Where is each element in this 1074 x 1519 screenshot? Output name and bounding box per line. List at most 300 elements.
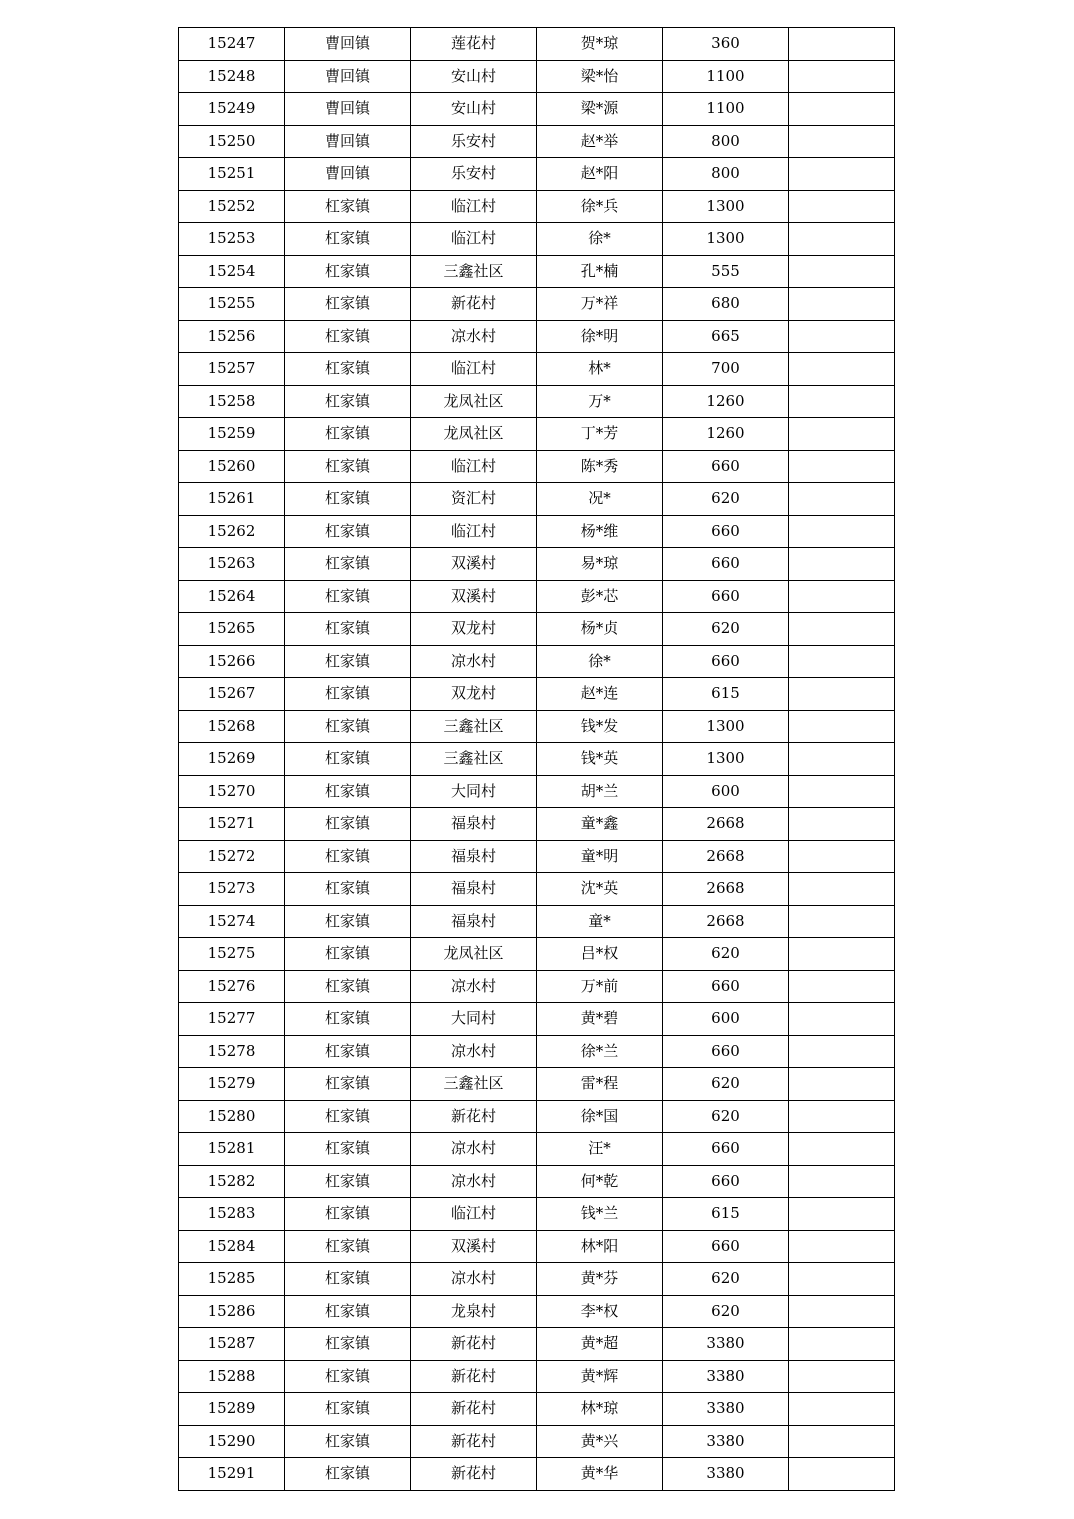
- table-row: [179, 1003, 895, 1036]
- remark-cell: [789, 320, 895, 353]
- row-number-cell: 15274: [179, 905, 285, 938]
- amount-cell: 665: [663, 320, 789, 353]
- name-cell: 孔*楠: [537, 255, 663, 288]
- amount-cell: 660: [663, 1035, 789, 1068]
- town-cell: 杠家镇: [285, 840, 411, 873]
- remark-cell: [789, 970, 895, 1003]
- town-cell: 杠家镇: [285, 385, 411, 418]
- remark-cell: [789, 873, 895, 906]
- row-number-cell: 15281: [179, 1133, 285, 1166]
- remark-cell: [789, 223, 895, 256]
- table-row: [179, 905, 895, 938]
- village-cell: 凉水村: [411, 320, 537, 353]
- table-row: [179, 1360, 895, 1393]
- table-row: [179, 743, 895, 776]
- name-cell: 林*阳: [537, 1230, 663, 1263]
- town-cell: 杠家镇: [285, 255, 411, 288]
- village-cell: 龙凤社区: [411, 418, 537, 451]
- town-cell: 杠家镇: [285, 938, 411, 971]
- village-cell: 双溪村: [411, 1230, 537, 1263]
- name-cell: 徐*明: [537, 320, 663, 353]
- table-row: [179, 385, 895, 418]
- table-row: [179, 1165, 895, 1198]
- town-cell: 杠家镇: [285, 1328, 411, 1361]
- row-number-cell: 15278: [179, 1035, 285, 1068]
- town-cell: 杠家镇: [285, 873, 411, 906]
- village-cell: 新花村: [411, 1393, 537, 1426]
- remark-cell: [789, 418, 895, 451]
- amount-cell: 660: [663, 1230, 789, 1263]
- table-row: [179, 418, 895, 451]
- name-cell: 赵*连: [537, 678, 663, 711]
- row-number-cell: 15271: [179, 808, 285, 841]
- name-cell: 林*琼: [537, 1393, 663, 1426]
- village-cell: 资汇村: [411, 483, 537, 516]
- amount-cell: 660: [663, 645, 789, 678]
- town-cell: 杠家镇: [285, 288, 411, 321]
- amount-cell: 1300: [663, 190, 789, 223]
- remark-cell: [789, 1198, 895, 1231]
- row-number-cell: 15253: [179, 223, 285, 256]
- village-cell: 大同村: [411, 1003, 537, 1036]
- village-cell: 新花村: [411, 1100, 537, 1133]
- remark-cell: [789, 938, 895, 971]
- name-cell: 陈*秀: [537, 450, 663, 483]
- table-row: [179, 873, 895, 906]
- amount-cell: 620: [663, 938, 789, 971]
- remark-cell: [789, 1230, 895, 1263]
- row-number-cell: 15287: [179, 1328, 285, 1361]
- remark-cell: [789, 775, 895, 808]
- town-cell: 杠家镇: [285, 775, 411, 808]
- table-row: [179, 353, 895, 386]
- name-cell: 钱*兰: [537, 1198, 663, 1231]
- row-number-cell: 15270: [179, 775, 285, 808]
- name-cell: 黄*碧: [537, 1003, 663, 1036]
- remark-cell: [789, 1003, 895, 1036]
- row-number-cell: 15254: [179, 255, 285, 288]
- row-number-cell: 15272: [179, 840, 285, 873]
- amount-cell: 3380: [663, 1425, 789, 1458]
- remark-cell: [789, 450, 895, 483]
- name-cell: 况*: [537, 483, 663, 516]
- row-number-cell: 15275: [179, 938, 285, 971]
- amount-cell: 800: [663, 158, 789, 191]
- name-cell: 胡*兰: [537, 775, 663, 808]
- name-cell: 赵*阳: [537, 158, 663, 191]
- town-cell: 杠家镇: [285, 450, 411, 483]
- row-number-cell: 15266: [179, 645, 285, 678]
- town-cell: 杠家镇: [285, 1458, 411, 1491]
- amount-cell: 1300: [663, 710, 789, 743]
- remark-cell: [789, 515, 895, 548]
- town-cell: 杠家镇: [285, 808, 411, 841]
- name-cell: 易*琼: [537, 548, 663, 581]
- remark-cell: [789, 678, 895, 711]
- remark-cell: [789, 808, 895, 841]
- town-cell: 曹回镇: [285, 93, 411, 126]
- amount-cell: 660: [663, 1133, 789, 1166]
- village-cell: 三鑫社区: [411, 255, 537, 288]
- town-cell: 杠家镇: [285, 1003, 411, 1036]
- town-cell: 杠家镇: [285, 1035, 411, 1068]
- row-number-cell: 15288: [179, 1360, 285, 1393]
- village-cell: 新花村: [411, 1328, 537, 1361]
- amount-cell: 660: [663, 1165, 789, 1198]
- remark-cell: [789, 93, 895, 126]
- village-cell: 凉水村: [411, 645, 537, 678]
- table-row: [179, 1425, 895, 1458]
- remark-cell: [789, 1328, 895, 1361]
- name-cell: 杨*维: [537, 515, 663, 548]
- village-cell: 乐安村: [411, 125, 537, 158]
- village-cell: 凉水村: [411, 1165, 537, 1198]
- name-cell: 万*: [537, 385, 663, 418]
- name-cell: 黄*芬: [537, 1263, 663, 1296]
- amount-cell: 615: [663, 678, 789, 711]
- amount-cell: 2668: [663, 840, 789, 873]
- row-number-cell: 15263: [179, 548, 285, 581]
- name-cell: 徐*: [537, 223, 663, 256]
- remark-cell: [789, 483, 895, 516]
- remark-cell: [789, 548, 895, 581]
- village-cell: 临江村: [411, 1198, 537, 1231]
- row-number-cell: 15286: [179, 1295, 285, 1328]
- village-cell: 新花村: [411, 1360, 537, 1393]
- village-cell: 三鑫社区: [411, 743, 537, 776]
- village-cell: 新花村: [411, 288, 537, 321]
- amount-cell: 620: [663, 1068, 789, 1101]
- table-row: [179, 28, 895, 61]
- remark-cell: [789, 288, 895, 321]
- name-cell: 黄*辉: [537, 1360, 663, 1393]
- row-number-cell: 15289: [179, 1393, 285, 1426]
- table-row: [179, 1133, 895, 1166]
- table-row: [179, 808, 895, 841]
- row-number-cell: 15267: [179, 678, 285, 711]
- row-number-cell: 15277: [179, 1003, 285, 1036]
- name-cell: 丁*芳: [537, 418, 663, 451]
- row-number-cell: 15283: [179, 1198, 285, 1231]
- table-row: [179, 1230, 895, 1263]
- table-row: [179, 1295, 895, 1328]
- amount-cell: 1100: [663, 93, 789, 126]
- table-row: [179, 938, 895, 971]
- village-cell: 龙泉村: [411, 1295, 537, 1328]
- name-cell: 黄*兴: [537, 1425, 663, 1458]
- town-cell: 曹回镇: [285, 28, 411, 61]
- table-row: [179, 255, 895, 288]
- amount-cell: 360: [663, 28, 789, 61]
- village-cell: 临江村: [411, 450, 537, 483]
- remark-cell: [789, 840, 895, 873]
- amount-cell: 3380: [663, 1393, 789, 1426]
- town-cell: 杠家镇: [285, 970, 411, 1003]
- amount-cell: 3380: [663, 1458, 789, 1491]
- town-cell: 杠家镇: [285, 1295, 411, 1328]
- remark-cell: [789, 1133, 895, 1166]
- town-cell: 杠家镇: [285, 1165, 411, 1198]
- town-cell: 杠家镇: [285, 710, 411, 743]
- remark-cell: [789, 645, 895, 678]
- name-cell: 汪*: [537, 1133, 663, 1166]
- town-cell: 杠家镇: [285, 353, 411, 386]
- table-row: [179, 840, 895, 873]
- town-cell: 杠家镇: [285, 613, 411, 646]
- table-row: [179, 158, 895, 191]
- table-row: [179, 613, 895, 646]
- town-cell: 杠家镇: [285, 1068, 411, 1101]
- amount-cell: 1300: [663, 223, 789, 256]
- village-cell: 安山村: [411, 60, 537, 93]
- name-cell: 童*鑫: [537, 808, 663, 841]
- data-table: [178, 27, 895, 1491]
- amount-cell: 620: [663, 1295, 789, 1328]
- amount-cell: 2668: [663, 873, 789, 906]
- village-cell: 乐安村: [411, 158, 537, 191]
- remark-cell: [789, 60, 895, 93]
- table-row: [179, 1035, 895, 1068]
- town-cell: 杠家镇: [285, 1263, 411, 1296]
- town-cell: 杠家镇: [285, 905, 411, 938]
- town-cell: 杠家镇: [285, 1133, 411, 1166]
- table-row: [179, 483, 895, 516]
- name-cell: 贺*琼: [537, 28, 663, 61]
- name-cell: 钱*英: [537, 743, 663, 776]
- village-cell: 双溪村: [411, 580, 537, 613]
- row-number-cell: 15260: [179, 450, 285, 483]
- row-number-cell: 15247: [179, 28, 285, 61]
- row-number-cell: 15261: [179, 483, 285, 516]
- row-number-cell: 15262: [179, 515, 285, 548]
- town-cell: 杠家镇: [285, 190, 411, 223]
- amount-cell: 1260: [663, 418, 789, 451]
- amount-cell: 1300: [663, 743, 789, 776]
- row-number-cell: 15273: [179, 873, 285, 906]
- village-cell: 莲花村: [411, 28, 537, 61]
- remark-cell: [789, 580, 895, 613]
- row-number-cell: 15280: [179, 1100, 285, 1133]
- row-number-cell: 15282: [179, 1165, 285, 1198]
- name-cell: 吕*权: [537, 938, 663, 971]
- row-number-cell: 15269: [179, 743, 285, 776]
- remark-cell: [789, 1360, 895, 1393]
- amount-cell: 3380: [663, 1328, 789, 1361]
- remark-cell: [789, 1425, 895, 1458]
- remark-cell: [789, 743, 895, 776]
- remark-cell: [789, 28, 895, 61]
- village-cell: 凉水村: [411, 1035, 537, 1068]
- table-body: [179, 28, 895, 1491]
- remark-cell: [789, 385, 895, 418]
- row-number-cell: 15290: [179, 1425, 285, 1458]
- village-cell: 凉水村: [411, 970, 537, 1003]
- row-number-cell: 15265: [179, 613, 285, 646]
- town-cell: 杠家镇: [285, 1425, 411, 1458]
- name-cell: 万*前: [537, 970, 663, 1003]
- amount-cell: 800: [663, 125, 789, 158]
- table-row: [179, 93, 895, 126]
- amount-cell: 620: [663, 1263, 789, 1296]
- village-cell: 福泉村: [411, 905, 537, 938]
- name-cell: 何*乾: [537, 1165, 663, 1198]
- table-row: [179, 450, 895, 483]
- name-cell: 万*祥: [537, 288, 663, 321]
- table-row: [179, 1068, 895, 1101]
- table-row: [179, 645, 895, 678]
- remark-cell: [789, 1263, 895, 1296]
- amount-cell: 660: [663, 580, 789, 613]
- row-number-cell: 15268: [179, 710, 285, 743]
- village-cell: 三鑫社区: [411, 1068, 537, 1101]
- amount-cell: 1100: [663, 60, 789, 93]
- village-cell: 双龙村: [411, 613, 537, 646]
- row-number-cell: 15250: [179, 125, 285, 158]
- name-cell: 杨*贞: [537, 613, 663, 646]
- table-row: [179, 1458, 895, 1491]
- row-number-cell: 15279: [179, 1068, 285, 1101]
- table-row: [179, 1198, 895, 1231]
- row-number-cell: 15284: [179, 1230, 285, 1263]
- table-row: [179, 1393, 895, 1426]
- name-cell: 黄*超: [537, 1328, 663, 1361]
- town-cell: 杠家镇: [285, 320, 411, 353]
- row-number-cell: 15249: [179, 93, 285, 126]
- row-number-cell: 15257: [179, 353, 285, 386]
- amount-cell: 2668: [663, 808, 789, 841]
- row-number-cell: 15264: [179, 580, 285, 613]
- village-cell: 凉水村: [411, 1133, 537, 1166]
- name-cell: 徐*国: [537, 1100, 663, 1133]
- remark-cell: [789, 1165, 895, 1198]
- remark-cell: [789, 1100, 895, 1133]
- row-number-cell: 15252: [179, 190, 285, 223]
- table-row: [179, 548, 895, 581]
- name-cell: 徐*兵: [537, 190, 663, 223]
- town-cell: 杠家镇: [285, 1198, 411, 1231]
- town-cell: 杠家镇: [285, 223, 411, 256]
- village-cell: 龙凤社区: [411, 938, 537, 971]
- village-cell: 双溪村: [411, 548, 537, 581]
- name-cell: 李*权: [537, 1295, 663, 1328]
- row-number-cell: 15248: [179, 60, 285, 93]
- remark-cell: [789, 1393, 895, 1426]
- village-cell: 新花村: [411, 1425, 537, 1458]
- name-cell: 雷*程: [537, 1068, 663, 1101]
- village-cell: 临江村: [411, 515, 537, 548]
- row-number-cell: 15276: [179, 970, 285, 1003]
- town-cell: 杠家镇: [285, 580, 411, 613]
- name-cell: 梁*怡: [537, 60, 663, 93]
- village-cell: 龙凤社区: [411, 385, 537, 418]
- town-cell: 杠家镇: [285, 1230, 411, 1263]
- town-cell: 杠家镇: [285, 1360, 411, 1393]
- town-cell: 杠家镇: [285, 483, 411, 516]
- table-row: [179, 1263, 895, 1296]
- table-row: [179, 678, 895, 711]
- table-row: [179, 580, 895, 613]
- town-cell: 杠家镇: [285, 1100, 411, 1133]
- remark-cell: [789, 125, 895, 158]
- remark-cell: [789, 255, 895, 288]
- amount-cell: 620: [663, 483, 789, 516]
- table-row: [179, 125, 895, 158]
- table-row: [179, 1328, 895, 1361]
- table-row: [179, 710, 895, 743]
- village-cell: 双龙村: [411, 678, 537, 711]
- remark-cell: [789, 710, 895, 743]
- table-row: [179, 1100, 895, 1133]
- remark-cell: [789, 905, 895, 938]
- name-cell: 钱*发: [537, 710, 663, 743]
- village-cell: 临江村: [411, 190, 537, 223]
- name-cell: 沈*英: [537, 873, 663, 906]
- table-row: [179, 288, 895, 321]
- amount-cell: 680: [663, 288, 789, 321]
- town-cell: 杠家镇: [285, 515, 411, 548]
- town-cell: 杠家镇: [285, 1393, 411, 1426]
- amount-cell: 555: [663, 255, 789, 288]
- town-cell: 曹回镇: [285, 60, 411, 93]
- table-row: [179, 515, 895, 548]
- name-cell: 梁*源: [537, 93, 663, 126]
- amount-cell: 615: [663, 1198, 789, 1231]
- town-cell: 曹回镇: [285, 125, 411, 158]
- amount-cell: 2668: [663, 905, 789, 938]
- row-number-cell: 15255: [179, 288, 285, 321]
- table-row: [179, 223, 895, 256]
- remark-cell: [789, 353, 895, 386]
- village-cell: 福泉村: [411, 808, 537, 841]
- row-number-cell: 15291: [179, 1458, 285, 1491]
- remark-cell: [789, 158, 895, 191]
- village-cell: 凉水村: [411, 1263, 537, 1296]
- table-row: [179, 775, 895, 808]
- table-row: [179, 60, 895, 93]
- amount-cell: 700: [663, 353, 789, 386]
- amount-cell: 620: [663, 613, 789, 646]
- village-cell: 临江村: [411, 353, 537, 386]
- remark-cell: [789, 190, 895, 223]
- town-cell: 曹回镇: [285, 158, 411, 191]
- row-number-cell: 15285: [179, 1263, 285, 1296]
- amount-cell: 600: [663, 1003, 789, 1036]
- amount-cell: 3380: [663, 1360, 789, 1393]
- village-cell: 安山村: [411, 93, 537, 126]
- table-row: [179, 970, 895, 1003]
- row-number-cell: 15258: [179, 385, 285, 418]
- remark-cell: [789, 1068, 895, 1101]
- name-cell: 彭*芯: [537, 580, 663, 613]
- amount-cell: 620: [663, 1100, 789, 1133]
- town-cell: 杠家镇: [285, 418, 411, 451]
- village-cell: 临江村: [411, 223, 537, 256]
- town-cell: 杠家镇: [285, 548, 411, 581]
- table-row: [179, 320, 895, 353]
- name-cell: 童*: [537, 905, 663, 938]
- amount-cell: 660: [663, 548, 789, 581]
- amount-cell: 1260: [663, 385, 789, 418]
- remark-cell: [789, 1035, 895, 1068]
- name-cell: 赵*举: [537, 125, 663, 158]
- remark-cell: [789, 613, 895, 646]
- town-cell: 杠家镇: [285, 743, 411, 776]
- remark-cell: [789, 1458, 895, 1491]
- amount-cell: 660: [663, 450, 789, 483]
- table-row: [179, 190, 895, 223]
- amount-cell: 660: [663, 970, 789, 1003]
- village-cell: 大同村: [411, 775, 537, 808]
